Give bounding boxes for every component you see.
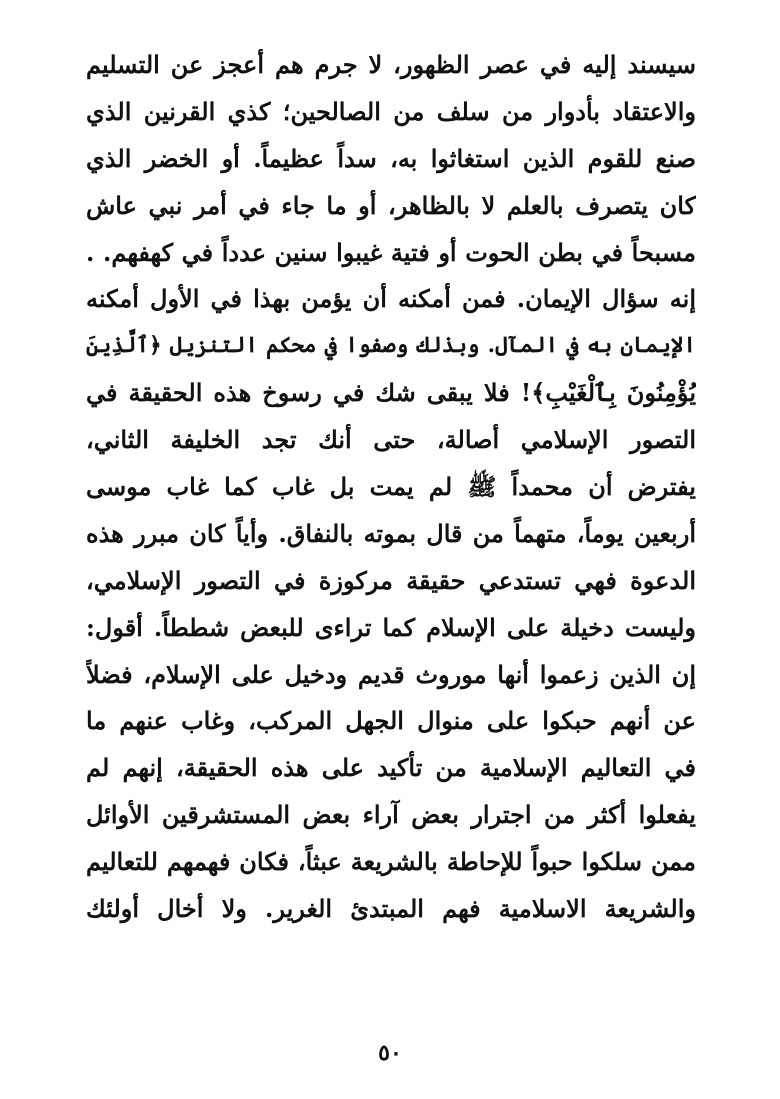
text-line-14: إن الذين زعموا أنها موروث قديم ودخيل على الإسلام، فضلاً (86, 659, 696, 689)
text-line-13: وليست دخيلة على الإسلام كما تراءى للبعض شططاً. أقول: (86, 612, 696, 642)
text-line-7: الإيمان به في المآل. وبذلك وصفوا في محكم التنزيل ﴿ٱلَّذِينَ (86, 333, 696, 359)
page-number: ٥٠ (378, 1040, 402, 1066)
body-text (86, 42, 696, 933)
text-line-19: والشريعة الاسلامية فهم المبتدئ الغرير. ولا أخال أولئك (86, 894, 696, 924)
text-line-18: ممن سلكوا حبواً للإحاطة بالشريعة عبثاً، فكان فهمهم للتعاليم (86, 847, 696, 877)
text-line-16: في التعاليم الإسلامية من تأكيد على هذه الحقيقة، إنهم لم (86, 753, 696, 783)
text-line-1: سيسند إليه في عصر الظهور، لا جرم هم أعجز عن التسليم (86, 50, 696, 79)
text-line-9: التصور الإسلامي أصالة، حتى أنك تجد الخليفة الثاني، (86, 425, 696, 455)
text-line-4: كان يتصرف بالعلم لا بالظاهر، أو ما جاء في أمر نبي عاش (86, 190, 696, 220)
text-line-8: يُؤْمِنُونَ بِٱلْغَيْبِ﴾! فلا يبقى شك في رسوخ هذه الحقيقة في (86, 378, 696, 408)
text-line-6: إنه سؤال الإيمان. فمن أمكنه أن يؤمن بهذا في الأول أمكنه (86, 284, 696, 314)
text-line-2: والاعتقاد بأدوار من سلف من الصالحين؛ كذي القرنين الذي (86, 96, 696, 126)
text-line-3: صنع للقوم الذين استغاثوا به، سداً عظيماً. أو الخضر الذي (86, 143, 696, 173)
text-line-11: أربعين يوماً، متهماً من قال بموته بالنفاق. وأياً كان مبرر هذه (86, 518, 696, 548)
text-line-12: الدعوة فهي تستدعي حقيقة مركوزة في التصور الإسلامي، (86, 565, 696, 595)
text-line-17: يفعلوا أكثر من اجترار بعض آراء بعض المستشرقين الأوائل (86, 800, 696, 830)
text-line-15: عن أنهم حبكوا على منوال الجهل المركب، وغاب عنهم ما (86, 706, 696, 736)
text-line-10: يفترض أن محمداً ﷺ لم يمت بل غاب كما غاب موسى (86, 472, 696, 502)
text-line-5: مسبحاً في بطن الحوت أو فتية غيبوا سنين عدداً في كهفهم. . (86, 237, 696, 267)
